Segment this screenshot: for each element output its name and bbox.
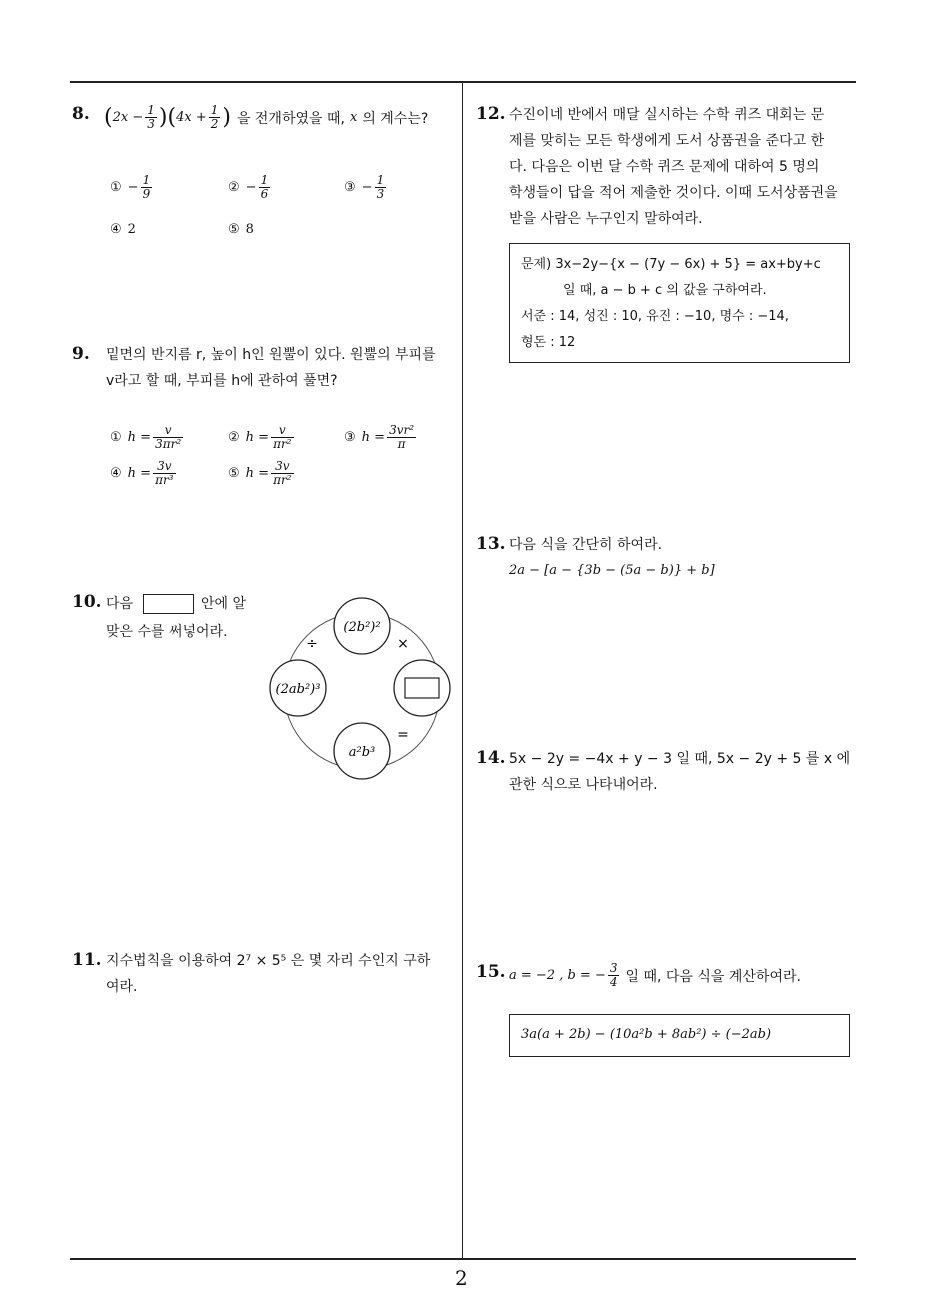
q8-option-1[interactable]: ① − $\frac{1}{9}$	[110, 173, 151, 201]
q8-fraction-2: $\frac{1}{2}$	[210, 103, 219, 131]
question-13-number: 13.	[476, 534, 506, 554]
q14-line-2: 관한 식으로 나타내어라.	[509, 777, 658, 793]
q8-option-2[interactable]: ② − $\frac{1}{6}$	[228, 173, 269, 201]
q12-line-2: 제를 맞히는 모든 학생에게 도서 상품권을 준다고 한	[509, 133, 825, 149]
q12-box-line-3: 서준 : 14, 성진 : 10, 유진 : −10, 명수 : −14,	[521, 309, 789, 324]
question-8-number: 8.	[72, 104, 90, 124]
q12-line-1: 수진이네 반에서 매달 실시하는 수학 퀴즈 대회는 문	[509, 107, 825, 123]
q9-option-2[interactable]: ② h = $\frac{v}{\text{πr²}}$	[228, 423, 292, 451]
q12-box-line-2: 일 때, a − b + c 의 값을 구하여라.	[563, 283, 767, 298]
q8-fraction-1: $\frac{1}{3}$	[147, 103, 155, 131]
q13-line-1: 다음 식을 간단히 하여라.	[509, 537, 663, 553]
q10-line-1a: 다음	[106, 596, 134, 612]
question-9-number: 9.	[72, 344, 90, 364]
q11-line-2: 여라.	[106, 979, 138, 995]
q9-option-3[interactable]: ③ h = $\frac{\text{3vr²}}{\pi}$	[344, 423, 415, 451]
q9-option-1[interactable]: ① h = $\frac{v}{\text{3πr²}}$	[110, 423, 182, 451]
diagram-blank-box	[405, 678, 439, 698]
q8-option-4[interactable]: ④ 2	[110, 222, 136, 237]
q15-box-expression: 3a(a + 2b) − (10a²b + 8ab²) ÷ (−2ab)	[521, 1027, 772, 1042]
question-12-number: 12.	[476, 104, 506, 124]
q15-cond-b: 일 때, 다음 식을 계산하여라.	[625, 968, 801, 985]
q9-line-1: 밑면의 반지름 r, 높이 h인 원뿔이 있다. 원뿔의 부피를	[106, 347, 436, 363]
q12-line-3: 다. 다음은 이번 달 수학 퀴즈 문제에 대하여 5 명의	[509, 159, 820, 175]
q8-option-3[interactable]: ③ − $\frac{1}{3}$	[344, 173, 385, 201]
diagram-node-top-label: (2b²)²	[343, 620, 381, 635]
bottom-rule	[70, 1258, 856, 1260]
q8-stem-var: x	[349, 110, 358, 125]
top-rule	[70, 81, 856, 83]
q9-option-5[interactable]: ⑤ h = $\frac{3v}{\text{πr²}}$	[228, 459, 292, 487]
q13-expression: 2a − [a − {3b − (5a − b)} + b]	[509, 563, 715, 578]
diagram-op-equals: =	[397, 727, 409, 743]
q8-stem-end: 의 계수는?	[362, 110, 429, 127]
q14-line-1: 5x − 2y = −4x + y − 3 일 때, 5x − 2y + 5 를 x 에	[509, 751, 851, 767]
q12-box-line-4: 형돈 : 12	[521, 335, 576, 350]
diagram-node-bottom-label: a²b³	[348, 745, 376, 760]
q8-option-5[interactable]: ⑤ 8	[228, 222, 254, 237]
q12-line-4: 학생들이 답을 적어 제출한 것이다. 이때 도서상품권을	[509, 185, 838, 201]
column-divider	[462, 82, 463, 1260]
question-15-number: 15.	[476, 962, 506, 982]
q8-expr-b: 4x +	[176, 110, 207, 125]
q10-line-1b: 안에 알	[201, 596, 247, 612]
question-10-number: 10.	[72, 592, 102, 612]
q10-answer-box[interactable]	[143, 594, 194, 614]
question-8-expression: ( 2x − $\frac{1}{3}$ ) ( 4x + $\frac{1}{2}$ ) 을 전개하였을 때, x 의 계수는?	[104, 103, 429, 131]
diagram-node-left-label: (2ab²)³	[275, 682, 321, 697]
q12-box-line-1: 문제) 3x−2y−{x − (7y − 6x) + 5} = ax+by+c	[521, 257, 821, 272]
q10-operation-cycle-diagram	[262, 596, 462, 786]
q8-expr-a: 2x −	[112, 110, 144, 125]
question-11-number: 11.	[72, 950, 102, 970]
diagram-op-times: ×	[397, 636, 409, 652]
q8-stem-tail: 을 전개하였을 때,	[236, 110, 345, 127]
q15-condition	[509, 962, 801, 989]
q10-line-2: 맞은 수를 써넣어라.	[106, 624, 228, 640]
q12-line-5: 받을 사람은 누구인지 말하여라.	[509, 211, 703, 227]
q15-cond-a: a = −2 , b = −	[509, 968, 606, 983]
page-number: 2	[455, 1266, 468, 1290]
q9-option-4[interactable]: ④ h = $\frac{3v}{\text{πr³}}$	[110, 459, 174, 487]
q9-line-2: v라고 할 때, 부피를 h에 관하여 풀면?	[106, 373, 338, 389]
diagram-op-divide: ÷	[306, 636, 318, 652]
question-14-number: 14.	[476, 748, 506, 768]
q11-line-1: 지수법칙을 이용하여 2⁷ × 5⁵ 은 몇 자리 수인지 구하	[106, 953, 431, 969]
q15-fraction: $\frac{3}{4}$	[609, 961, 618, 989]
